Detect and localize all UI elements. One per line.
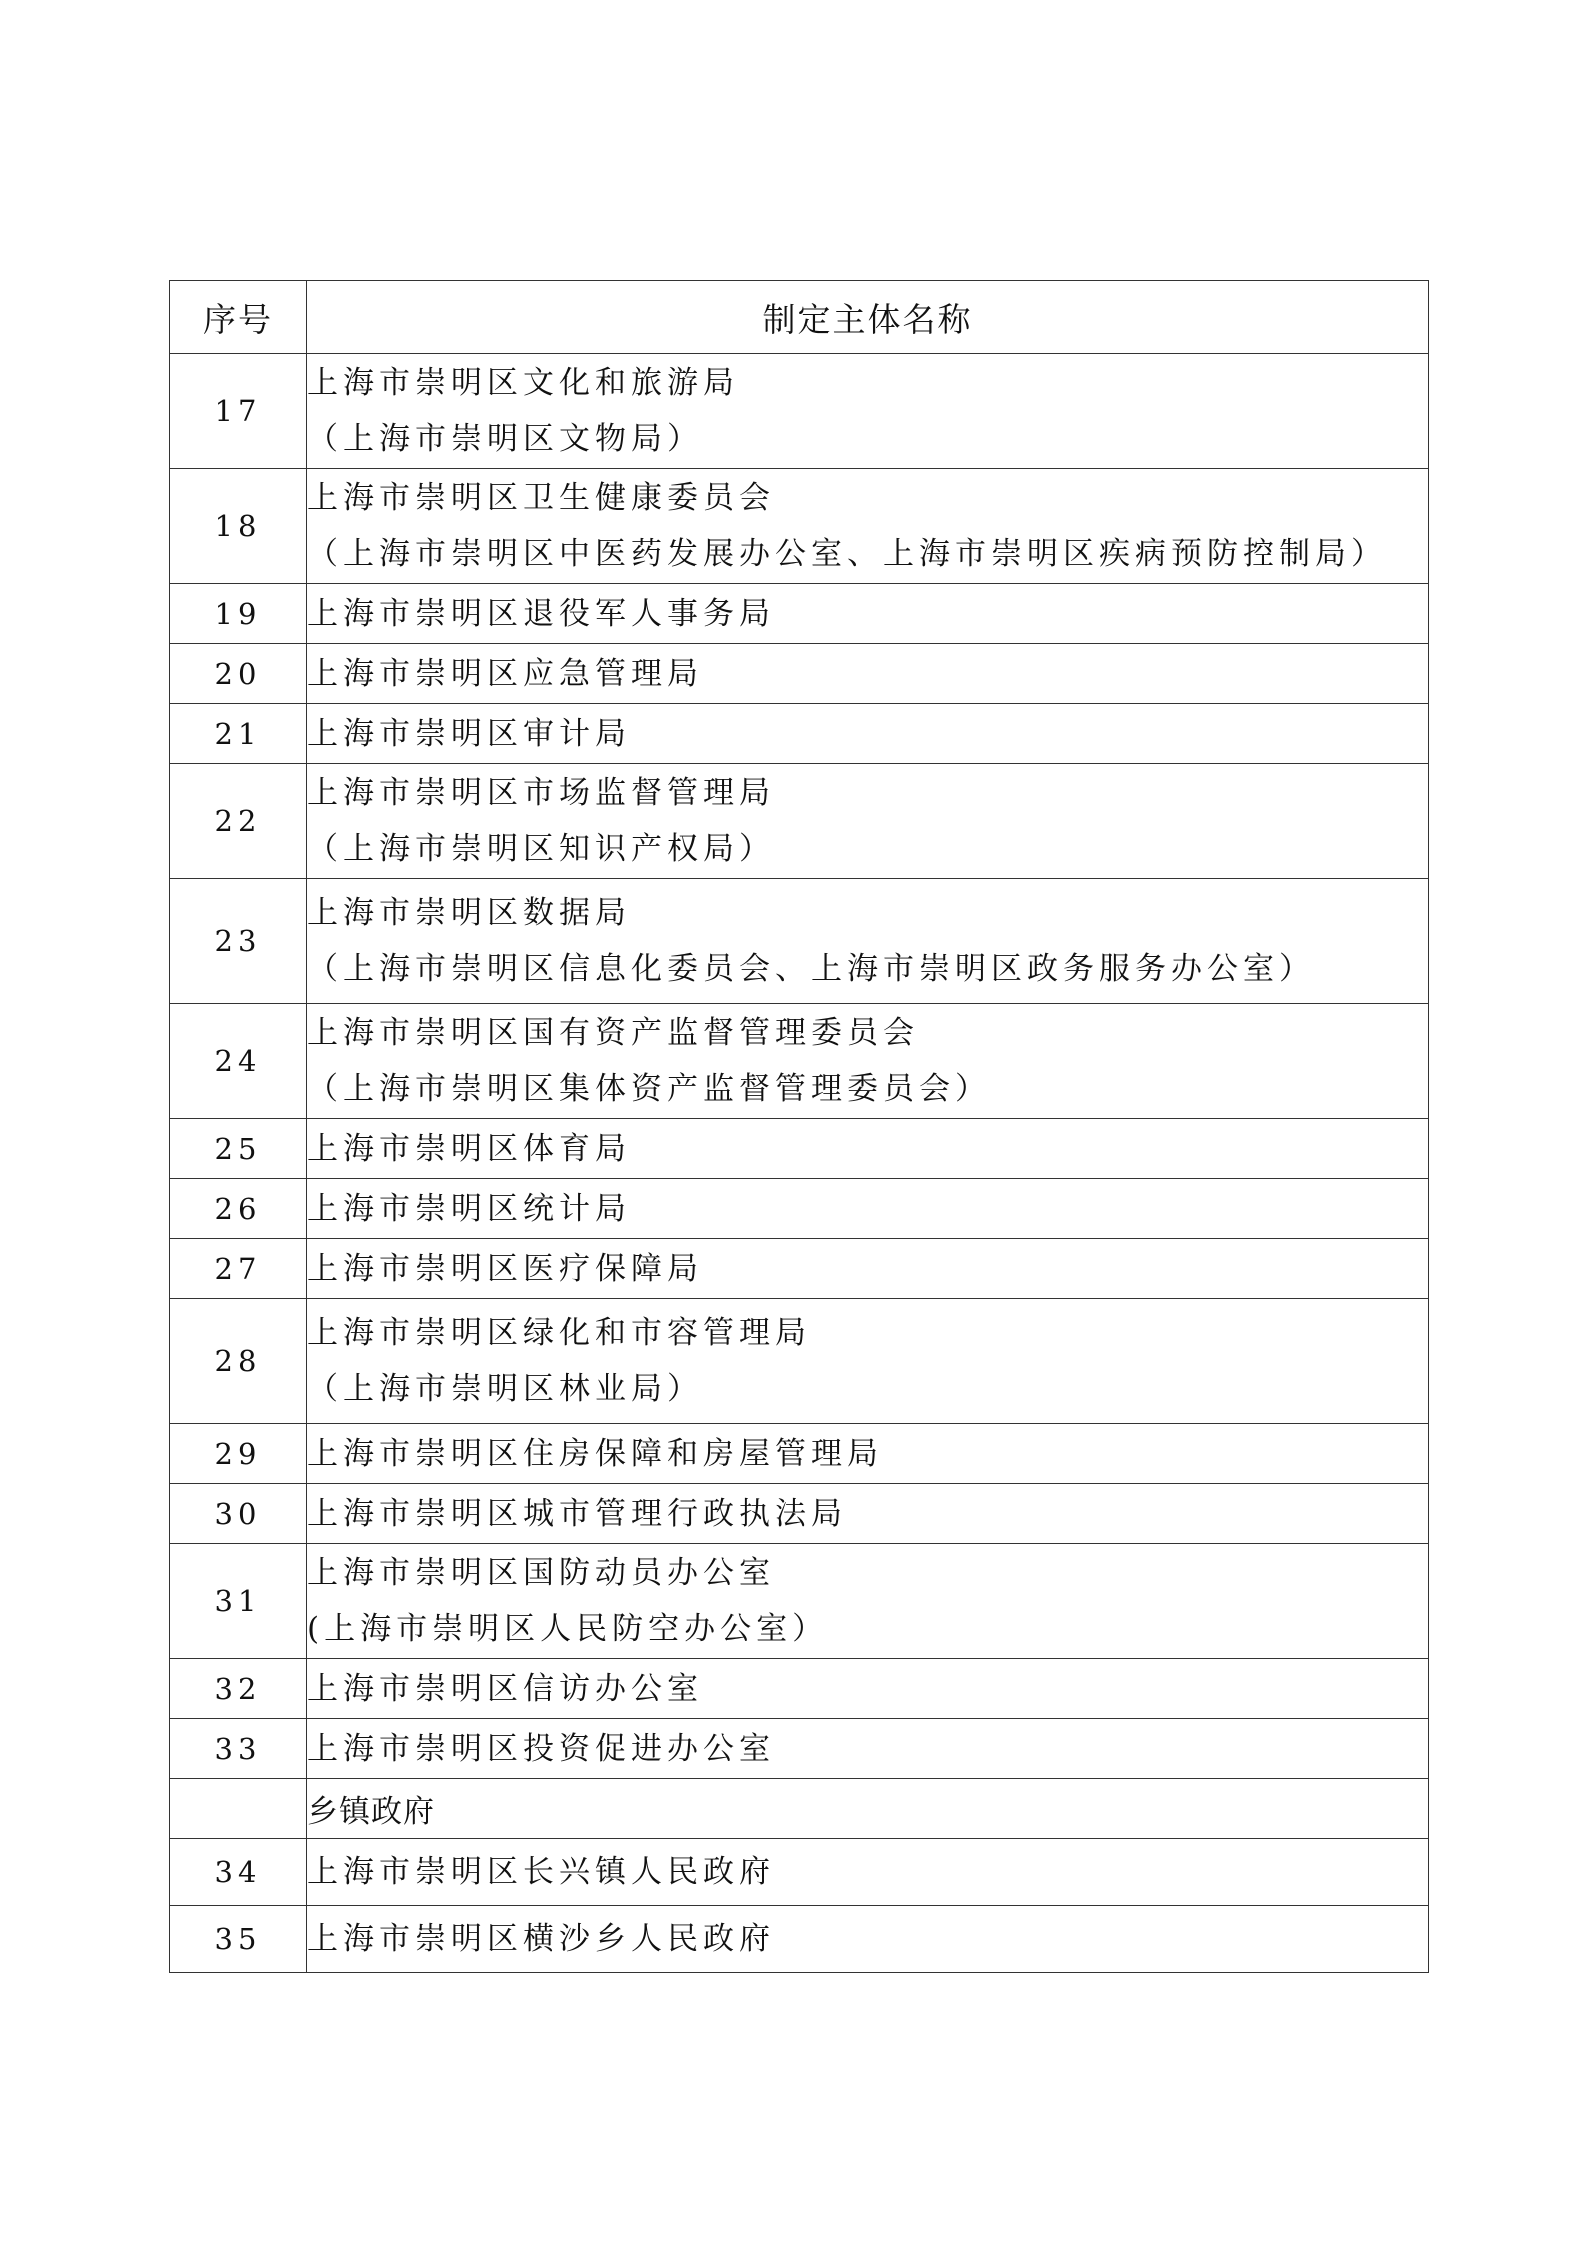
row-serial-number: 17 (170, 354, 307, 469)
body-name-line: 上海市崇明区信访办公室 (307, 1670, 703, 1707)
row-serial-number: 23 (170, 879, 307, 1004)
table-row (170, 879, 1429, 1004)
row-body-name (307, 1004, 1429, 1119)
body-name-line: 上海市崇明区市场监督管理局 (307, 775, 775, 811)
table-row (170, 1424, 1429, 1484)
row-body-name (307, 584, 1429, 644)
rulemaking-body-table (169, 280, 1429, 1973)
row-body-name (307, 1299, 1429, 1424)
row-body-name (307, 764, 1429, 879)
row-body-name (307, 1544, 1429, 1659)
table-row (170, 469, 1429, 584)
row-serial-number: 29 (170, 1424, 307, 1484)
row-body-name (307, 1179, 1429, 1239)
body-name-line: 上海市崇明区绿化和市容管理局 (307, 1315, 811, 1351)
row-serial-number: 24 (170, 1004, 307, 1119)
row-body-name (307, 1839, 1429, 1906)
body-name-line: 上海市崇明区城市管理行政执法局 (307, 1495, 847, 1532)
row-body-name (307, 1659, 1429, 1719)
row-serial-number: 18 (170, 469, 307, 584)
header-serial-number: 序号 (170, 281, 307, 354)
body-name-line: 上海市崇明区审计局 (307, 715, 631, 752)
table-row (170, 1239, 1429, 1299)
body-alias-line: （上海市崇明区知识产权局） (307, 831, 775, 867)
table-row (170, 1719, 1429, 1779)
table-row (170, 1659, 1429, 1719)
table-header-row (170, 281, 1429, 354)
table-body (170, 354, 1429, 1973)
table-row (170, 1179, 1429, 1239)
table-row (170, 1004, 1429, 1119)
body-name-line: 上海市崇明区国有资产监督管理委员会 (307, 1015, 919, 1051)
table-row (170, 704, 1429, 764)
row-body-name (307, 469, 1429, 584)
body-name-line: 上海市崇明区数据局 (307, 895, 631, 931)
row-serial-number: 28 (170, 1299, 307, 1424)
row-body-name (307, 644, 1429, 704)
body-name-line: 上海市崇明区投资促进办公室 (307, 1730, 775, 1767)
body-alias-line: （上海市崇明区文物局） (307, 421, 703, 457)
body-name-line: 上海市崇明区长兴镇人民政府 (307, 1854, 775, 1890)
row-serial-number: 20 (170, 644, 307, 704)
row-body-name (307, 1424, 1429, 1484)
row-body-name (307, 354, 1429, 469)
row-serial-number: 35 (170, 1906, 307, 1973)
body-alias-line: (上海市崇明区人民防空办公室） (307, 1611, 829, 1647)
row-serial-number: 26 (170, 1179, 307, 1239)
row-serial-number: 33 (170, 1719, 307, 1779)
row-body-name (307, 704, 1429, 764)
table-row (170, 644, 1429, 704)
body-name-line: 上海市崇明区统计局 (307, 1190, 631, 1227)
body-name-line: 上海市崇明区体育局 (307, 1130, 631, 1167)
body-name-line: 上海市崇明区文化和旅游局 (307, 365, 739, 401)
row-body-name (307, 879, 1429, 1004)
row-serial-number: 19 (170, 584, 307, 644)
table-row (170, 1484, 1429, 1544)
header-body-name: 制定主体名称 (307, 281, 1429, 354)
section-row (170, 1779, 1429, 1839)
section-label: 乡镇政府 (307, 1779, 1429, 1839)
row-body-name (307, 1119, 1429, 1179)
row-serial-number: 27 (170, 1239, 307, 1299)
section-serial-empty (170, 1779, 307, 1839)
body-alias-line: （上海市崇明区信息化委员会、上海市崇明区政务服务办公室） (307, 951, 1315, 987)
row-serial-number: 25 (170, 1119, 307, 1179)
body-name-line: 上海市崇明区医疗保障局 (307, 1250, 703, 1287)
body-name-line: 上海市崇明区横沙乡人民政府 (307, 1921, 775, 1957)
row-body-name (307, 1484, 1429, 1544)
row-serial-number: 34 (170, 1839, 307, 1906)
body-name-line: 上海市崇明区退役军人事务局 (307, 595, 775, 632)
body-alias-line: （上海市崇明区林业局） (307, 1371, 703, 1407)
row-serial-number: 32 (170, 1659, 307, 1719)
row-body-name (307, 1239, 1429, 1299)
table-row (170, 584, 1429, 644)
row-serial-number: 31 (170, 1544, 307, 1659)
table-row (170, 1544, 1429, 1659)
row-body-name (307, 1906, 1429, 1973)
table-row (170, 1119, 1429, 1179)
row-serial-number: 21 (170, 704, 307, 764)
body-name-line: 上海市崇明区住房保障和房屋管理局 (307, 1435, 883, 1472)
table-row (170, 1299, 1429, 1424)
table-row (170, 354, 1429, 469)
body-alias-line: （上海市崇明区中医药发展办公室、上海市崇明区疾病预防控制局） (307, 536, 1387, 572)
body-name-line: 上海市崇明区应急管理局 (307, 655, 703, 692)
table-row (170, 764, 1429, 879)
row-serial-number: 30 (170, 1484, 307, 1544)
table-row (170, 1839, 1429, 1906)
body-name-line: 上海市崇明区卫生健康委员会 (307, 480, 775, 516)
table-row (170, 1906, 1429, 1973)
row-serial-number: 22 (170, 764, 307, 879)
body-alias-line: （上海市崇明区集体资产监督管理委员会） (307, 1071, 991, 1107)
row-body-name (307, 1719, 1429, 1779)
body-name-line: 上海市崇明区国防动员办公室 (307, 1555, 775, 1591)
